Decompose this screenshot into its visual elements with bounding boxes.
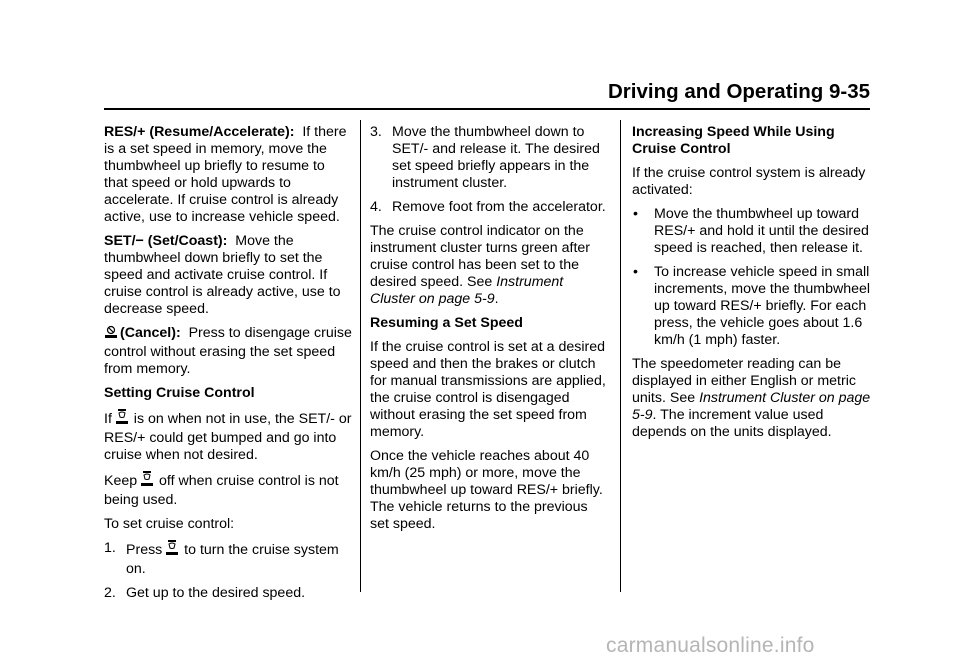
reaches-paragraph: Once the vehicle reaches about 40 km/h (25 mph) or more, move the thumbwheel up toward RES/+ briefly. The vehicle returns to the previous set speed. — [370, 448, 603, 532]
speedometer-paragraph — [632, 356, 872, 441]
set-paragraph — [104, 233, 352, 318]
step-1-text: to turn the cruise system on. — [126, 542, 339, 577]
res-paragraph — [104, 124, 352, 226]
set-label: SET/− (Set/Coast): — [104, 233, 228, 249]
bullet-item — [632, 206, 872, 257]
indicator-paragraph — [370, 223, 610, 308]
cancel-icon — [104, 325, 118, 344]
bullet-icon: • — [633, 206, 638, 222]
column-divider — [360, 120, 361, 592]
section-title: Driving and Operating — [608, 80, 824, 103]
step-3 — [370, 124, 610, 192]
res-label: RES/+ (Resume/Accelerate): — [104, 124, 295, 140]
step-2-text: Get up to the desired speed. — [126, 585, 306, 601]
page-header — [608, 80, 870, 110]
bullet-item — [632, 264, 872, 349]
cruise-on-off-icon — [141, 471, 153, 492]
cancel-label: (Cancel): — [120, 325, 181, 341]
period: . — [494, 291, 499, 307]
bullet-icon: • — [633, 264, 638, 280]
bullet-1-text: Move the thumbwheel up toward RES/+ and hold it until the desired speed is reached, then release it. — [654, 206, 869, 256]
resuming-paragraph: If the cruise control is set at a desired speed and then the brakes or clutch for manual transmissions are applied, the cruise control is disengaged without erasing the set speed from memory. — [370, 339, 606, 440]
instrument-cluster-link[interactable]: Instrument Cluster on page 5-9 — [632, 390, 871, 423]
watermark: carmanualsonline.info — [606, 634, 815, 657]
res-text: If there is a set speed in memory, move the thumbwheel up briefly to resume to that speed or hold upwards to accelerate. If cruise control is already active, use to increase vehicle speed. — [104, 124, 347, 225]
cancel-text: Press to disengage cruise control without erasing the set speed from memory. — [104, 325, 352, 377]
keep-paragraph — [104, 471, 352, 509]
if-text: is on when not in use, the SET/- or RES/+ could get bumped and go into cruise when not desired. — [104, 411, 352, 463]
increasing-heading: Increasing Speed While Using Cruise Control — [632, 124, 835, 157]
page-number: 9-35 — [828, 80, 870, 103]
step-number: 4. — [370, 199, 382, 215]
instrument-cluster-link[interactable]: Instrument Cluster on page 5-9 — [370, 274, 564, 307]
keep-prefix: Keep — [104, 473, 138, 489]
if-paragraph — [104, 409, 352, 464]
keep-text: off when cruise control is not being used. — [104, 473, 339, 508]
step-number: 2. — [104, 585, 116, 601]
column-divider — [620, 120, 621, 592]
step-4-text: Remove foot from the accelerator. — [392, 199, 606, 215]
cancel-paragraph — [104, 325, 352, 378]
step-3-text: Move the thumbwheel down to SET/- and release it. The desired set speed briefly appears in the instrument cluster. — [392, 124, 600, 191]
setting-heading: Setting Cruise Control — [104, 385, 255, 401]
resuming-heading: Resuming a Set Speed — [370, 315, 523, 331]
column-3 — [632, 124, 872, 448]
activated-paragraph: If the cruise control system is already activated: — [632, 165, 866, 198]
step-number: 3. — [370, 124, 382, 140]
step-4 — [370, 199, 610, 216]
to-set-text: To set cruise control: — [104, 516, 235, 532]
cruise-on-off-icon — [116, 409, 128, 430]
indicator-text: The cruise control indicator on the instrument cluster turns green after cruise control has been set to the desired speed. See — [370, 223, 591, 290]
header-rule — [104, 108, 870, 110]
if-prefix: If — [104, 411, 112, 427]
step-1 — [104, 540, 352, 578]
column-2 — [370, 124, 610, 540]
step-2 — [104, 585, 352, 602]
speedometer-text: The speedometer reading can be displayed in either English or metric units. See — [632, 356, 856, 406]
column-1 — [104, 124, 352, 609]
step-number: 1. — [104, 540, 116, 556]
step-1-prefix: Press — [126, 542, 163, 558]
bullet-2-text: To increase vehicle speed in small increments, move the thumbwheel up toward RES/+ briefly. For each press, the vehicle goes about 1.6 km/h (1 mph) faster. — [654, 264, 871, 348]
set-text: Move the thumbwheel down briefly to set the speed and activate cruise control. If cruise control is already active, use to decrease speed. — [104, 233, 341, 317]
cruise-on-off-icon — [166, 540, 178, 561]
increment-text: . The increment value used depends on the units displayed. — [632, 407, 832, 440]
